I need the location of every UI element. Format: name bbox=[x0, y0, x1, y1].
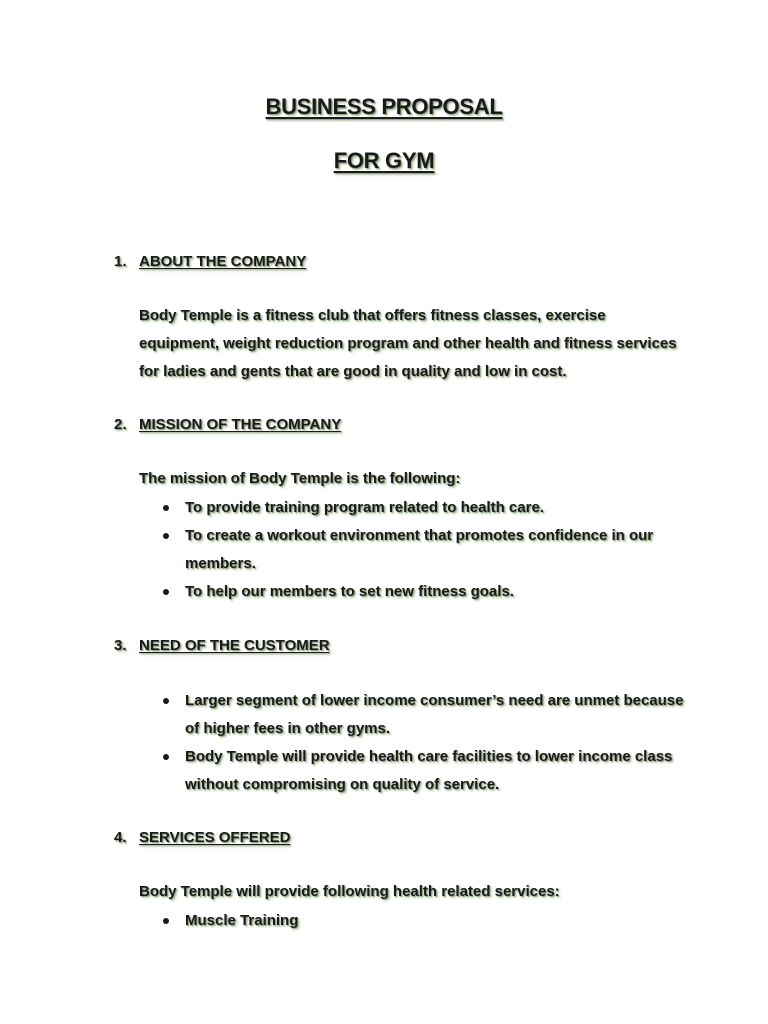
list-item bbox=[139, 743, 684, 799]
list-item bbox=[139, 494, 684, 522]
document-title: BUSINESS PROPOSAL bbox=[265, 94, 503, 119]
section-number: 1. bbox=[114, 253, 127, 270]
section-heading-text: ABOUT THE COMPANY bbox=[139, 253, 307, 270]
bullet-icon bbox=[163, 698, 169, 704]
bullet-icon bbox=[163, 533, 169, 539]
section-heading-need bbox=[114, 637, 330, 654]
list-item-text: Larger segment of lower income consumer’s need are unmet because of higher fees in other gyms. bbox=[185, 692, 684, 737]
section-heading-about bbox=[114, 253, 306, 270]
section-heading-mission bbox=[114, 416, 341, 433]
bullet-icon bbox=[163, 589, 169, 595]
section-paragraph-services: Body Temple will provide following health related services: bbox=[139, 883, 560, 900]
bullet-icon bbox=[163, 918, 169, 924]
list-item bbox=[139, 578, 684, 606]
bullet-icon bbox=[163, 505, 169, 511]
document-subtitle: FOR GYM bbox=[333, 148, 435, 173]
section-number: 4. bbox=[114, 829, 127, 846]
section-paragraph-about: Body Temple is a fitness club that offers fitness classes, exercise equipment, weight reduction program and other health and fitness services for ladies and gents that are good in quality and low in cost. bbox=[139, 307, 677, 380]
section-paragraph-mission: The mission of Body Temple is the following: bbox=[139, 470, 461, 487]
bullet-list-mission bbox=[139, 494, 684, 606]
list-item bbox=[139, 522, 684, 578]
section-heading-text: MISSION OF THE COMPANY bbox=[139, 416, 342, 433]
list-item-text: Muscle Training bbox=[185, 912, 299, 929]
section-number: 2. bbox=[114, 416, 127, 433]
section-heading-text: SERVICES OFFERED bbox=[139, 829, 291, 846]
list-item-text: To provide training program related to health care. bbox=[185, 499, 544, 516]
list-item bbox=[139, 907, 684, 935]
list-item-text: Body Temple will provide health care facilities to lower income class without compromising on quality of service. bbox=[185, 748, 673, 793]
section-heading-services bbox=[114, 829, 290, 846]
bullet-icon bbox=[163, 754, 169, 760]
section-number: 3. bbox=[114, 637, 127, 654]
bullet-list-need bbox=[139, 687, 684, 799]
section-heading-text: NEED OF THE CUSTOMER bbox=[139, 637, 330, 654]
list-item-text: To help our members to set new fitness goals. bbox=[185, 583, 514, 600]
bullet-list-services bbox=[139, 907, 684, 935]
list-item bbox=[139, 687, 684, 743]
list-item-text: To create a workout environment that promotes confidence in our members. bbox=[185, 527, 654, 572]
